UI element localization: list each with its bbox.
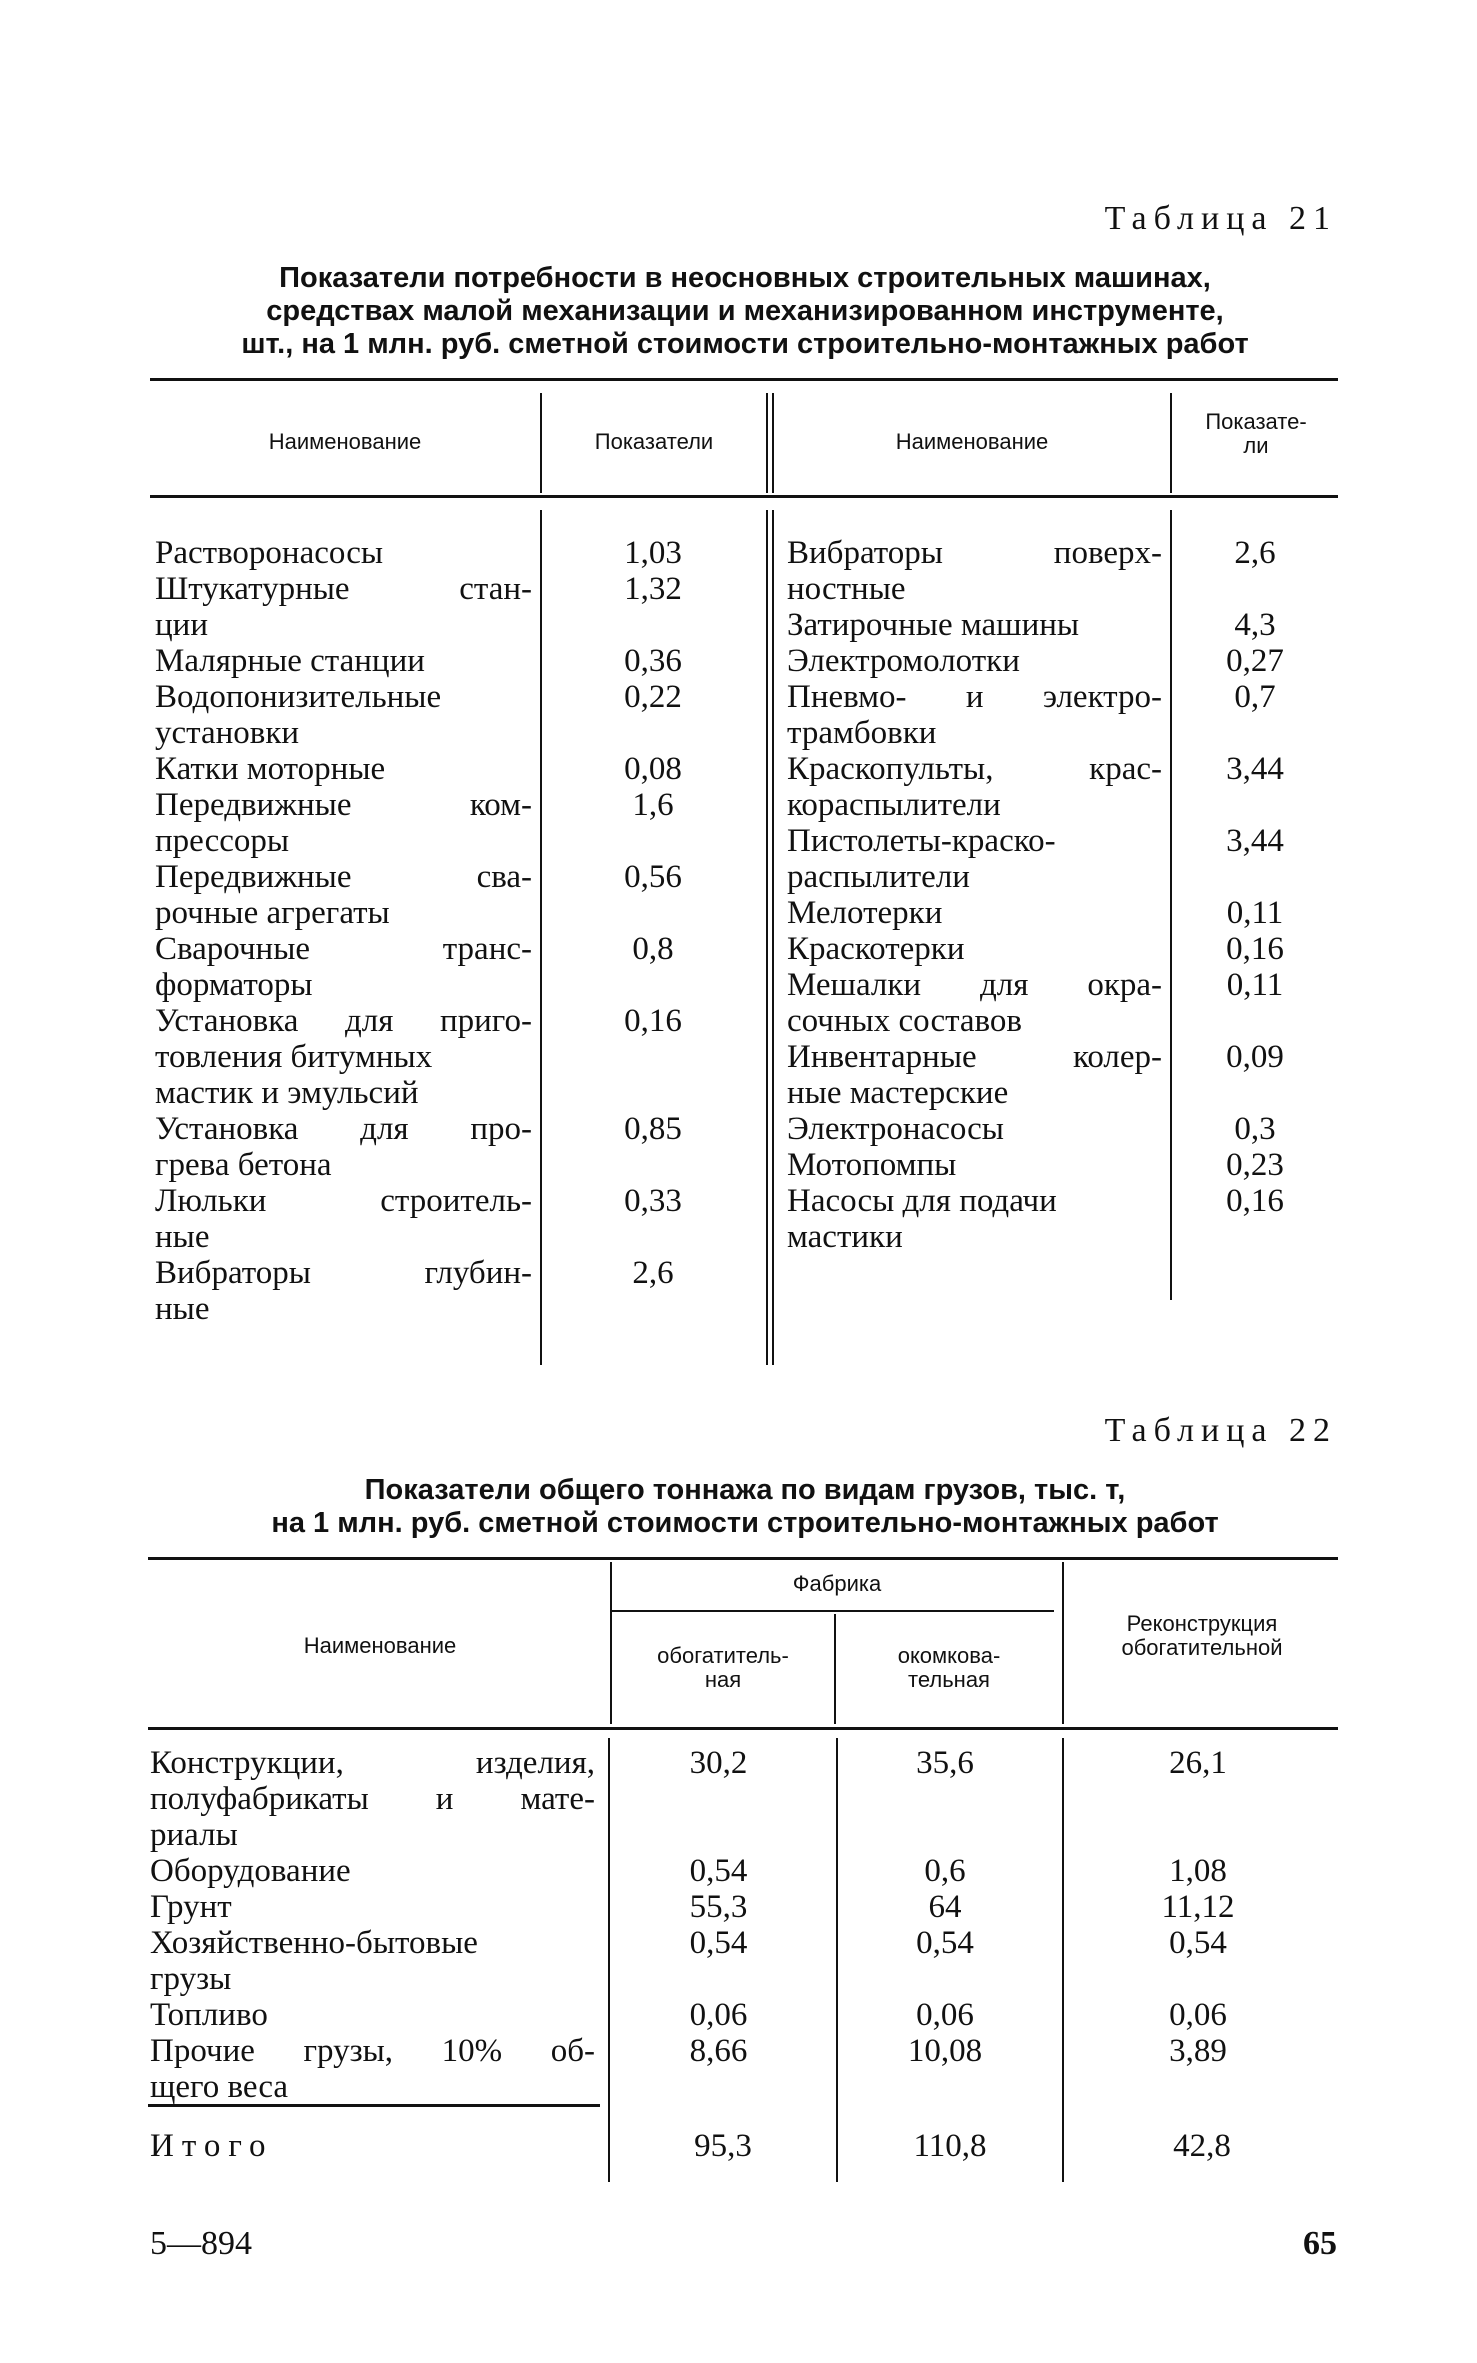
row-name-line: щего веса bbox=[150, 2069, 289, 2105]
row-name-line: Вибраторы глубин- bbox=[155, 1255, 532, 1291]
print-code: 5—894 bbox=[150, 2225, 252, 2262]
row-value-c1: 0,54 bbox=[689, 1853, 748, 1889]
table-row bbox=[787, 967, 1340, 1039]
table22-total-c3: 42,8 bbox=[1173, 2128, 1231, 2164]
row-name bbox=[155, 1255, 540, 1327]
row-value: 2,6 bbox=[632, 1255, 674, 1291]
row-name bbox=[155, 535, 540, 571]
row-name-line: установки bbox=[155, 715, 300, 751]
table-row bbox=[155, 571, 767, 643]
row-name bbox=[787, 751, 1170, 823]
row-value: 0,08 bbox=[624, 751, 682, 787]
row-name-line: ные bbox=[155, 1219, 210, 1255]
row-value-c1: 0,06 bbox=[689, 1997, 748, 2033]
row-name-line: форматоры bbox=[155, 967, 313, 1003]
header-line: тельная bbox=[908, 1667, 990, 1692]
table-row bbox=[787, 607, 1340, 643]
table-row bbox=[155, 679, 767, 751]
row-name-line: Электромолотки bbox=[787, 643, 1020, 679]
table21-divider bbox=[766, 393, 768, 493]
table22-header-col2 bbox=[836, 1644, 1062, 1692]
row-name-line: Мешалки для окра- bbox=[787, 967, 1162, 1003]
table-row bbox=[150, 1745, 1340, 1853]
header-line: обогатительной bbox=[1121, 1635, 1283, 1660]
table21-title-line: средствах малой механизации и механизированном инструменте, bbox=[266, 295, 1224, 327]
row-value: 0,36 bbox=[624, 643, 682, 679]
table21-header-indicators: Показатели bbox=[594, 429, 714, 454]
row-name bbox=[155, 787, 540, 859]
row-name-line: полуфабрикаты и мате- bbox=[150, 1781, 595, 1817]
row-value-c1: 8,66 bbox=[689, 2033, 748, 2069]
row-name bbox=[787, 643, 1170, 679]
table21-top-rule bbox=[150, 378, 1338, 381]
row-name bbox=[787, 1111, 1170, 1147]
row-value-c1: 30,2 bbox=[689, 1745, 748, 1781]
row-name-line: Хозяйственно-бытовые bbox=[150, 1925, 478, 1961]
row-value: 1,03 bbox=[624, 535, 682, 571]
row-name-line: Передвижные ком- bbox=[155, 787, 532, 823]
row-name-line: мастик и эмульсий bbox=[155, 1075, 419, 1111]
table-row bbox=[787, 1147, 1340, 1183]
table22-title-line: Показатели общего тоннажа по видам грузов, тыс. т, bbox=[364, 1474, 1126, 1506]
row-value-c2: 10,08 bbox=[907, 2033, 983, 2069]
table-row bbox=[787, 751, 1340, 823]
table-row bbox=[155, 751, 767, 787]
row-value-c2: 0,06 bbox=[916, 1997, 974, 2033]
row-value: 0,11 bbox=[1226, 967, 1284, 1003]
row-name-line: ные мастерские bbox=[787, 1075, 1009, 1111]
row-value: 0,16 bbox=[1226, 931, 1284, 967]
table22-title-line: на 1 млн. руб. сметной стоимости строительно-монтажных работ bbox=[271, 1507, 1219, 1539]
row-name-line: кораспылители bbox=[787, 787, 1001, 823]
header-line: Показате- bbox=[1205, 409, 1307, 434]
table22-total-c2: 110,8 bbox=[913, 2128, 987, 2164]
row-value-c3: 0,54 bbox=[1169, 1925, 1227, 1961]
row-name-line: Катки моторные bbox=[155, 751, 386, 787]
table21-label: Таблица 21 bbox=[1104, 200, 1337, 237]
row-name bbox=[150, 2033, 605, 2105]
row-name bbox=[155, 1111, 540, 1183]
table22-header-col1 bbox=[612, 1644, 834, 1692]
row-value-c3: 26,1 bbox=[1169, 1745, 1227, 1781]
row-name-line: распылители bbox=[787, 859, 970, 895]
table21-header-name: Наименование bbox=[268, 429, 422, 454]
row-value: 3,44 bbox=[1226, 751, 1284, 787]
table22-header-factory: Фабрика bbox=[792, 1571, 882, 1596]
row-name-line: Растворонасосы bbox=[155, 535, 384, 571]
table-row bbox=[155, 1111, 767, 1183]
table22-header-name: Наименование bbox=[303, 1633, 457, 1658]
row-value: 0,23 bbox=[1226, 1147, 1284, 1183]
table22-factory-rule bbox=[612, 1610, 1054, 1612]
row-name-line: риалы bbox=[150, 1817, 238, 1853]
row-value-c2: 0,54 bbox=[916, 1925, 974, 1961]
row-name bbox=[155, 679, 540, 751]
header-line: окомкова- bbox=[897, 1643, 1001, 1668]
table-row bbox=[155, 859, 767, 931]
row-name-line: мастики bbox=[787, 1219, 903, 1255]
row-name bbox=[155, 751, 540, 787]
table21-title bbox=[150, 262, 1340, 361]
row-name-line: ции bbox=[155, 607, 208, 643]
row-name-line: Малярные станции bbox=[155, 643, 425, 679]
row-value: 0,16 bbox=[1226, 1183, 1284, 1219]
row-name-line: прессоры bbox=[155, 823, 290, 859]
row-name-line: Установка для приго- bbox=[155, 1003, 532, 1039]
table21-title-line: шт., на 1 млн. руб. сметной стоимости строительно-монтажных работ bbox=[241, 328, 1249, 360]
row-name bbox=[787, 607, 1170, 643]
row-name-line: сочных составов bbox=[787, 1003, 1022, 1039]
row-name-line: Мелотерки bbox=[787, 895, 943, 931]
row-value-c2: 35,6 bbox=[916, 1745, 974, 1781]
table-row bbox=[787, 535, 1340, 607]
table21-left-column bbox=[155, 535, 767, 1327]
row-value: 0,09 bbox=[1226, 1039, 1284, 1075]
row-value: 3,44 bbox=[1226, 823, 1284, 859]
row-name-line: Конструкции, изделия, bbox=[150, 1745, 595, 1781]
row-value: 2,6 bbox=[1234, 535, 1276, 571]
row-name-line: Краскопульты, крас- bbox=[787, 751, 1162, 787]
row-name-line: Штукатурные стан- bbox=[155, 571, 532, 607]
table-row bbox=[150, 1925, 1340, 1997]
table-row bbox=[155, 535, 767, 571]
table-row bbox=[787, 679, 1340, 751]
table-row bbox=[787, 895, 1340, 931]
row-name-line: Оборудование bbox=[150, 1853, 351, 1889]
row-name bbox=[787, 1039, 1170, 1111]
header-line: Реконструкция bbox=[1126, 1611, 1278, 1636]
table22-header-col3 bbox=[1064, 1612, 1340, 1660]
row-value-c3: 11,12 bbox=[1161, 1889, 1235, 1925]
row-name-line: товления битумных bbox=[155, 1039, 433, 1075]
row-name-line: трамбовки bbox=[787, 715, 937, 751]
table22-body bbox=[150, 1745, 1340, 2105]
row-name bbox=[150, 1997, 605, 2033]
table-row bbox=[787, 1039, 1340, 1111]
table21-divider bbox=[772, 510, 774, 1365]
row-value-c3: 0,06 bbox=[1169, 1997, 1227, 2033]
row-value-c2: 0,6 bbox=[924, 1853, 966, 1889]
row-value: 0,7 bbox=[1234, 679, 1276, 715]
row-name-line: Электронасосы bbox=[787, 1111, 1004, 1147]
table-row bbox=[150, 1997, 1340, 2033]
header-line: ная bbox=[704, 1667, 742, 1692]
row-name bbox=[150, 1889, 605, 1925]
table21-right-column bbox=[787, 535, 1340, 1255]
table22-total-c1: 95,3 bbox=[694, 2128, 752, 2164]
table21-title-line: Показатели потребности в неосновных строительных машинах, bbox=[279, 262, 1211, 294]
row-name bbox=[155, 1183, 540, 1255]
row-name-line: Прочие грузы, 10% об- bbox=[150, 2033, 595, 2069]
row-name bbox=[155, 643, 540, 679]
table-row bbox=[150, 2033, 1340, 2105]
row-name bbox=[787, 679, 1170, 751]
row-name-line: ностные bbox=[787, 571, 906, 607]
row-name bbox=[787, 1183, 1170, 1255]
table-row bbox=[155, 1003, 767, 1111]
row-name bbox=[150, 1925, 605, 1997]
row-name bbox=[155, 1003, 540, 1111]
table-row bbox=[155, 787, 767, 859]
row-name-line: грева бетона bbox=[155, 1147, 332, 1183]
table21-header-indicators bbox=[1172, 410, 1340, 458]
table-row bbox=[787, 1111, 1340, 1147]
row-name bbox=[787, 1147, 1170, 1183]
table22-total-label: Итого bbox=[150, 2128, 274, 2164]
row-value: 0,11 bbox=[1226, 895, 1284, 931]
table-row bbox=[155, 1183, 767, 1255]
row-name bbox=[787, 895, 1170, 931]
row-name-line: Установка для про- bbox=[155, 1111, 532, 1147]
row-name-line: Затирочные машины bbox=[787, 607, 1080, 643]
table-row bbox=[150, 1853, 1340, 1889]
table21-header-name: Наименование bbox=[895, 429, 1049, 454]
header-line: обогатитель- bbox=[657, 1643, 789, 1668]
table-row bbox=[150, 1889, 1340, 1925]
row-name-line: Мотопомпы bbox=[787, 1147, 957, 1183]
row-value-c3: 1,08 bbox=[1169, 1853, 1227, 1889]
table22-title bbox=[150, 1474, 1340, 1540]
row-name bbox=[787, 967, 1170, 1039]
table-row bbox=[155, 643, 767, 679]
row-value-c3: 3,89 bbox=[1169, 2033, 1227, 2069]
row-value: 0,16 bbox=[624, 1003, 682, 1039]
table22-label: Таблица 22 bbox=[1104, 1412, 1337, 1449]
table-row bbox=[787, 643, 1340, 679]
row-name-line: Пистолеты-краско- bbox=[787, 823, 1056, 859]
row-name bbox=[155, 931, 540, 1003]
row-name-line: Грунт bbox=[150, 1889, 232, 1925]
table22-header-rule bbox=[148, 1727, 1338, 1730]
row-value: 0,8 bbox=[632, 931, 674, 967]
row-name-line: Насосы для подачи bbox=[787, 1183, 1057, 1219]
row-value: 0,27 bbox=[1226, 643, 1284, 679]
row-value-c2: 64 bbox=[928, 1889, 962, 1925]
row-name-line: Краскотерки bbox=[787, 931, 965, 967]
row-value: 0,22 bbox=[624, 679, 682, 715]
table-row bbox=[787, 931, 1340, 967]
row-name bbox=[787, 535, 1170, 607]
row-name-line: Люльки строитель- bbox=[155, 1183, 532, 1219]
row-value: 0,85 bbox=[624, 1111, 682, 1147]
row-value: 4,3 bbox=[1234, 607, 1276, 643]
row-name bbox=[787, 823, 1170, 895]
row-name-line: Водопонизительные bbox=[155, 679, 442, 715]
row-name bbox=[787, 931, 1170, 967]
row-value: 0,3 bbox=[1234, 1111, 1276, 1147]
row-name-line: грузы bbox=[150, 1961, 232, 1997]
row-name-line: Пневмо- и электро- bbox=[787, 679, 1162, 715]
row-value: 0,56 bbox=[624, 859, 682, 895]
row-name-line: ные bbox=[155, 1291, 210, 1327]
row-name bbox=[150, 1745, 605, 1853]
row-value: 0,33 bbox=[624, 1183, 682, 1219]
row-name-line: Сварочные транс- bbox=[155, 931, 532, 967]
row-value-c1: 55,3 bbox=[689, 1889, 748, 1925]
row-value: 1,32 bbox=[624, 571, 682, 607]
row-value: 1,6 bbox=[632, 787, 674, 823]
table-row bbox=[787, 823, 1340, 895]
table22-top-rule bbox=[148, 1557, 1338, 1560]
row-name-line: Инвентарные колер- bbox=[787, 1039, 1162, 1075]
row-name-line: Передвижные сва- bbox=[155, 859, 532, 895]
row-value-c1: 0,54 bbox=[689, 1925, 748, 1961]
row-name-line: Топливо bbox=[150, 1997, 268, 2033]
table-row bbox=[155, 1255, 767, 1327]
row-name bbox=[155, 571, 540, 643]
row-name-line: рочные агрегаты bbox=[155, 895, 390, 931]
row-name-line: Вибраторы поверх- bbox=[787, 535, 1162, 571]
page-number: 65 bbox=[1303, 2225, 1337, 2262]
table-row bbox=[155, 931, 767, 1003]
header-line: ли bbox=[1243, 433, 1269, 458]
row-name bbox=[155, 859, 540, 931]
row-name bbox=[150, 1853, 605, 1889]
table-row bbox=[787, 1183, 1340, 1255]
table21-header-rule bbox=[150, 495, 1338, 498]
